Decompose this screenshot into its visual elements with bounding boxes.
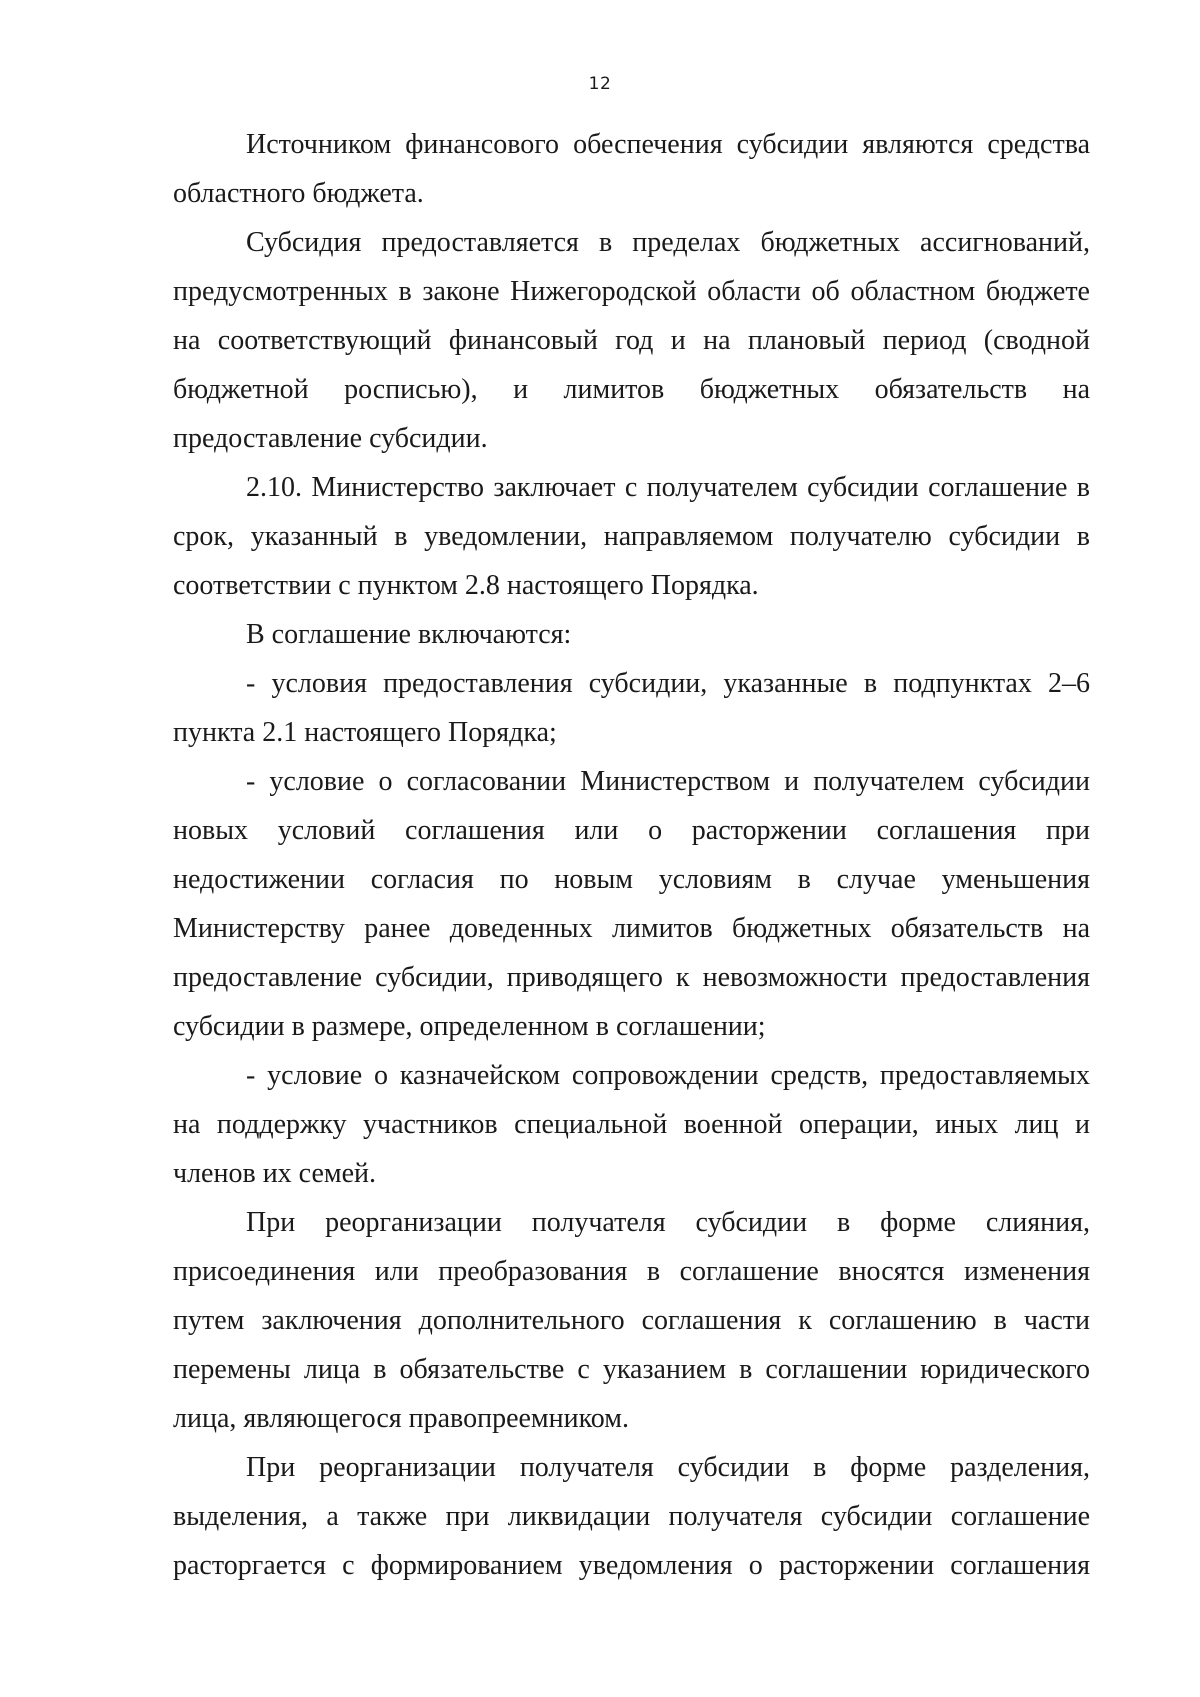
document-body	[173, 120, 1090, 1590]
paragraph: Источником финансового обеспечения субсидии являются средства областного бюджета.	[173, 129, 1090, 209]
page-number: 12	[588, 74, 612, 94]
paragraph: - условия предоставления субсидии, указанные в подпунктах 2–6 пункта 2.1 настоящего Порядка;	[173, 668, 1090, 748]
paragraph: Субсидия предоставляется в пределах бюджетных ассигнований, предусмотренных в законе Нижегородской области об областном бюджете на соответствующий финансовый год и на плановый период (сводной бюджетной росписью), и лимитов бюджетных обязательств на предоставление субсидии.	[173, 227, 1090, 454]
paragraph: В соглашение включаются:	[246, 619, 572, 650]
paragraph: - условие о казначейском сопровождении средств, предоставляемых на поддержку участников специальной военной операции, иных лиц и членов их семей.	[173, 1060, 1090, 1189]
paragraph: При реорганизации получателя субсидии в форме слияния, присоединения или преобразования в соглашение вносятся изменения путем заключения дополнительного соглашения к соглашению в части перемены лица в обязательстве с указанием в соглашении юридического лица, являющегося правопреемником.	[173, 1207, 1090, 1434]
paragraph: - условие о согласовании Министерством и получателем субсидии новых условий соглашения или о расторжении соглашения при недостижении согласия по новым условиям в случае уменьшения Министерству ранее доведенных лимитов бюджетных обязательств на предоставление субсидии, приводящего к невозможности предоставления субсидии в размере, определенном в соглашении;	[173, 766, 1090, 1042]
paragraph: При реорганизации получателя субсидии в форме разделения, выделения, а также при ликвидации получателя субсидии соглашение расторгается с формированием уведомления о расторжении соглашения	[173, 1452, 1090, 1581]
paragraph: 2.10. Министерство заключает с получателем субсидии соглашение в срок, указанный в уведомлении, направляемом получателю субсидии в соответствии с пунктом 2.8 настоящего Порядка.	[173, 472, 1090, 601]
